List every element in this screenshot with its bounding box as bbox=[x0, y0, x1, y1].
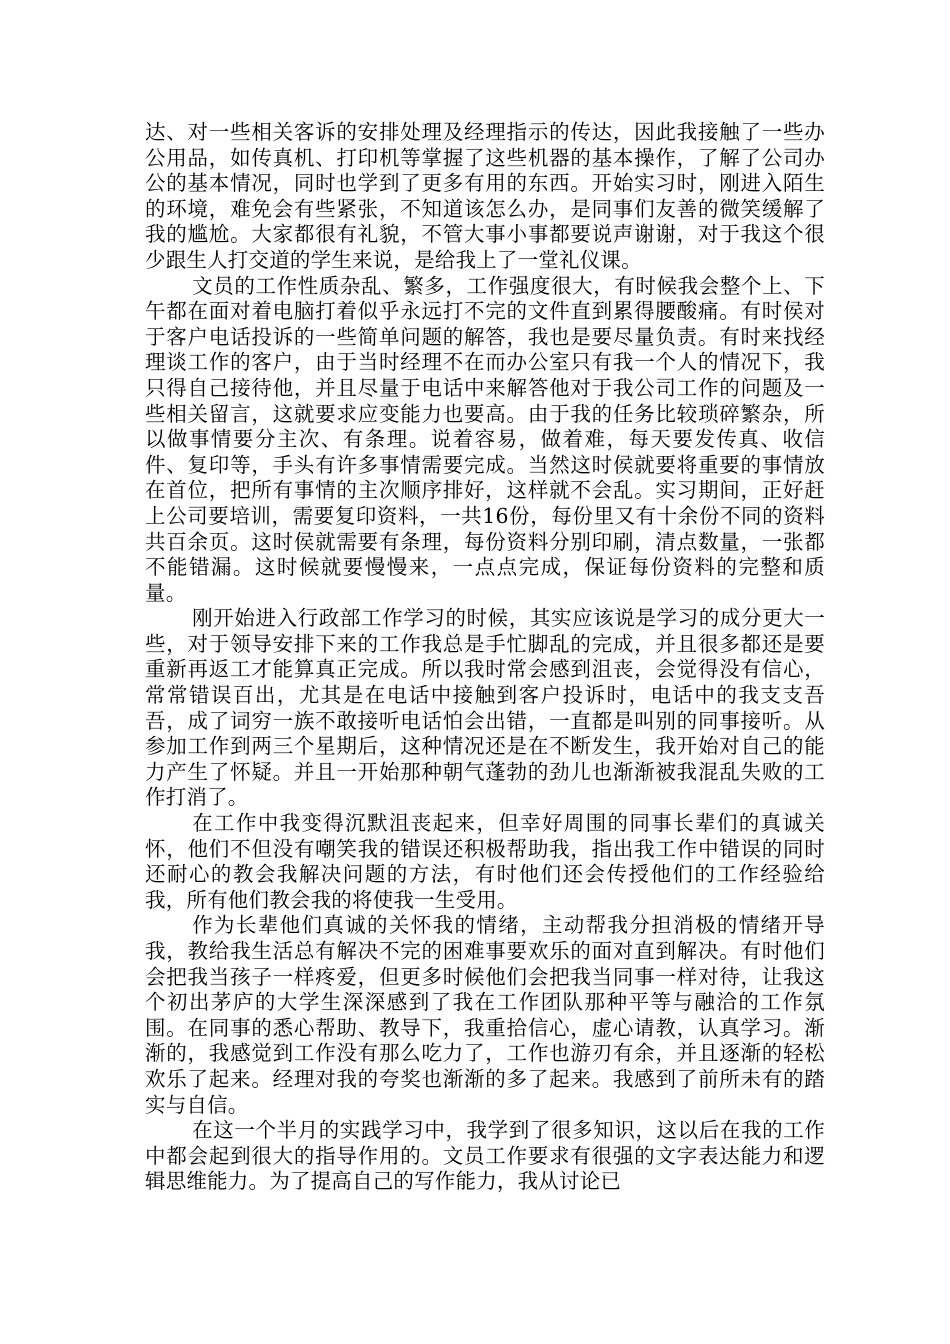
paragraph-2: 文员的工作性质杂乱、繁多，工作强度很大，有时候我会整个上、下午都在面对着电脑打着似乎永远打不完的文件直到累得腰酸痛。有时侯对于客户电话投诉的一些简单问题的解答，我也是要尽量负责。有时来找经理谈工作的客户，由于当时经理不在而办公室只有我一个人的情况下，我只得自己接待他，并且尽量于电话中来解答他对于我公司工作的问题及一些相关留言，这就要求应变能力也要高。由于我的任务比较琐碎繁杂，所以做事情要分主次、有条理。说着容易，做着难，每天要发传真、收信件、复印等，手头有许多事情需要完成。当然这时侯就要将重要的事情放在首位，把所有事情的主次顺序排好，这样就不会乱。实习期间，正好赶上公司要培训，需要复印资料，一共16份，每份里又有十余份不同的资料共百余页。这时侯就需要有条理，每份资料分别印刷，清点数量，一张都不能错漏。这时候就要慢慢来，一点点完成，保证每份资料的完整和质量。 bbox=[145, 273, 825, 605]
paragraph-6: 在这一个半月的实践学习中，我学到了很多知识，这以后在我的工作中都会起到很大的指导作用的。文员工作要求有很强的文字表达能力和逻辑思维能力。为了提高自己的写作能力，我从讨论已 bbox=[145, 1118, 825, 1194]
paragraph-1: 达、对一些相关客诉的安排处理及经理指示的传达，因此我接触了一些办公用品，如传真机、打印机等掌握了这些机器的基本操作，了解了公司办公的基本情况，同时也学到了更多有用的东西。开始实习时，刚进入陌生的环境，难免会有些紧张，不知道该怎么办，是同事们友善的微笑缓解了我的尴尬。大家都很有礼貌，不管大事小事都要说声谢谢，对于我这个很少跟生人打交道的学生来说，是给我上了一堂礼仪课。 bbox=[145, 120, 825, 272]
paragraph-5: 作为长辈他们真诚的关怀我的情绪，主动帮我分担消极的情绪开导我，教给我生活总有解决不完的困难事要欢乐的面对直到解决。有时他们会把我当孩子一样疼爱，但更多时候他们会把我当同事一样对待，让我这个初出茅庐的大学生深深感到了我在工作团队那种平等与融洽的工作氛围。在同事的悉心帮助、教导下，我重拾信心，虚心请教，认真学习。渐渐的，我感觉到工作没有那么吃力了，工作也游刃有余，并且逐渐的轻松欢乐了起来。经理对我的夸奖也渐渐的多了起来。我感到了前所未有的踏实与自信。 bbox=[145, 913, 825, 1117]
paragraph-3: 刚开始进入行政部工作学习的时候，其实应该说是学习的成分更大一些，对于领导安排下来的工作我总是手忙脚乱的完成，并且很多都还是要重新再返工才能算真正完成。所以我时常会感到沮丧，会觉得没有信心，常常错误百出，尤其是在电话中接触到客户投诉时，电话中的我支支吾吾，成了词穷一族不敢接听电话怕会出错，一直都是叫别的同事接听。从参加工作到两三个星期后，这种情况还是在不断发生，我开始对自己的能力产生了怀疑。并且一开始那种朝气蓬勃的劲儿也渐渐被我混乱失败的工作打消了。 bbox=[145, 606, 825, 810]
paragraph-4: 在工作中我变得沉默沮丧起来，但幸好周围的同事长辈们的真诚关怀，他们不但没有嘲笑我的错误还积极帮助我，指出我工作中错误的同时还耐心的教会我解决问题的方法，有时他们还会传授他们的工作经验给我，所有他们教会我的将使我一生受用。 bbox=[145, 811, 825, 912]
document-page bbox=[145, 120, 825, 1195]
